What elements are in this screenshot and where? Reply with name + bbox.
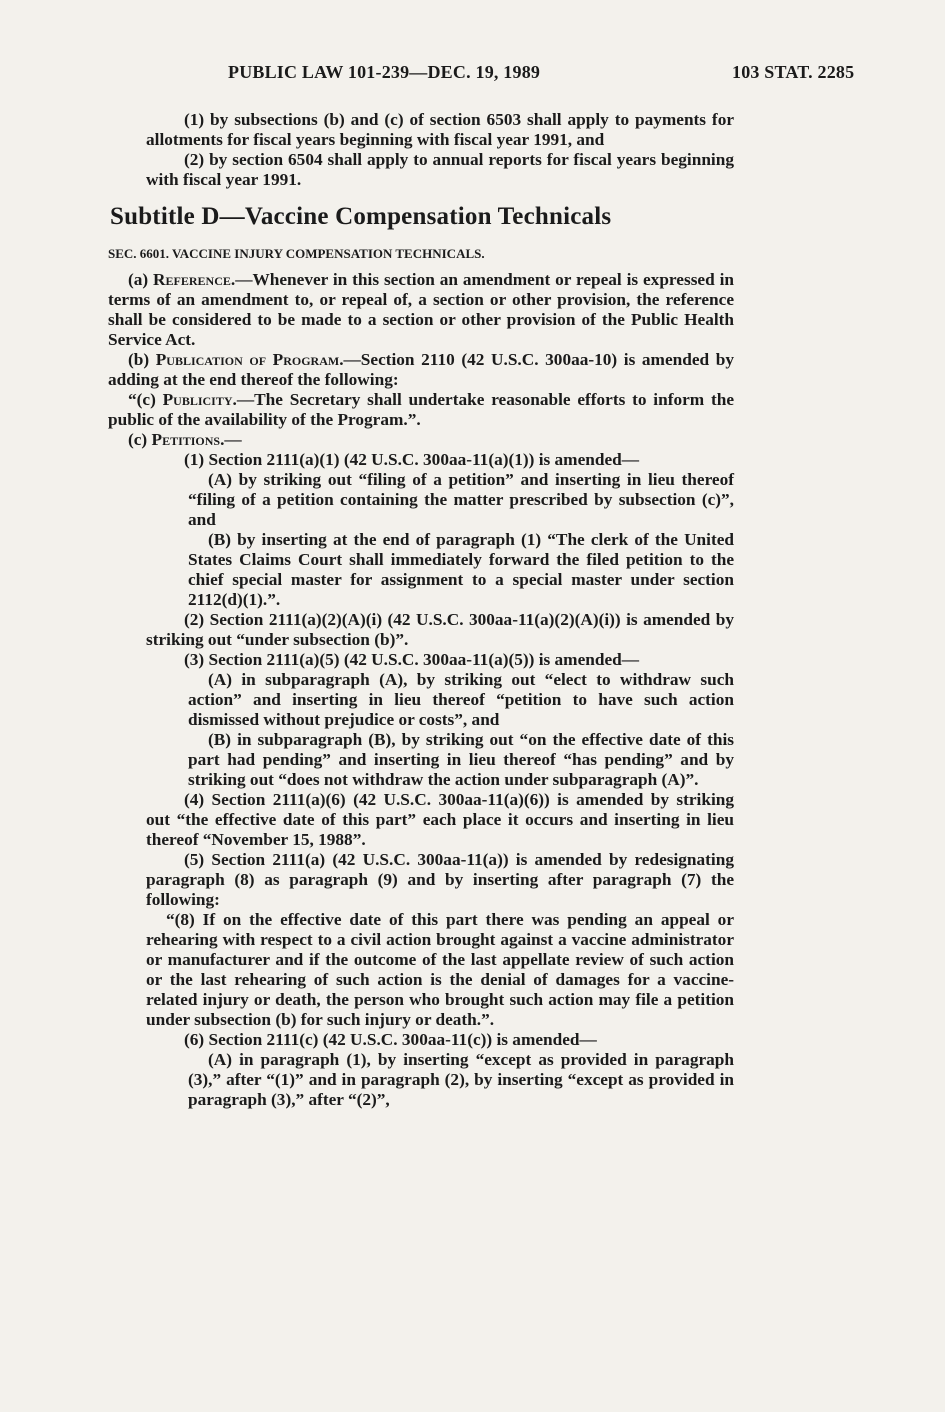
- paragraph-c3-b: (B) in subparagraph (B), by striking out “on the effective date of this part had pending” and inserting in lieu thereof “has pending” and by striking out “does not withdraw the action under subparagraph (A)”.: [188, 730, 734, 789]
- page-header: [0, 62, 945, 88]
- paragraph-c5: (5) Section 2111(a) (42 U.S.C. 300aa-11(a)) is amended by redesignating paragraph (8) as paragraph (9) and by inserting after paragraph (7) the following:: [146, 850, 734, 909]
- subsection-c-label: (c): [128, 430, 152, 449]
- paragraph-c4: (4) Section 2111(a)(6) (42 U.S.C. 300aa-11(a)(6)) is amended by striking out “the effective date of this part” each place it occurs and inserting in lieu thereof “November 15, 1988”.: [146, 790, 734, 849]
- subsection-b-quote: [108, 390, 734, 430]
- subsection-b-quote-heading: Publicity: [162, 390, 233, 409]
- subsection-b: [108, 350, 734, 390]
- subsection-a-heading: Reference: [153, 270, 231, 289]
- intro-paragraph-1: (1) by subsections (b) and (c) of section 6503 shall apply to payments for allotments for fiscal years beginning with fiscal year 1991, and: [146, 110, 734, 149]
- subsection-b-heading: Publication of Program: [155, 350, 340, 369]
- subtitle-heading: Subtitle D—Vaccine Compensation Technicals: [110, 203, 612, 230]
- subsection-c-heading: Petitions: [151, 430, 221, 449]
- paragraph-c3-a: (A) in subparagraph (A), by striking out “elect to withdraw such action” and inserting in lieu thereof “petition to have such action dismissed without prejudice or costs”, and: [188, 670, 734, 729]
- subsection-c: [108, 430, 734, 450]
- subsection-b-quote-label: “(c): [128, 390, 163, 409]
- paragraph-c5-quote: “(8) If on the effective date of this part there was pending an appeal or rehearing with respect to a civil action brought against a vaccine administrator or manufacturer and if the outcome of the last appellate review of such action or the last rehearing of such action is the denial of damages for a vaccine-related injury or death, the person who brought such action may file a petition under subsection (b) for such injury or death.”.: [146, 910, 734, 1029]
- subsection-b-label: (b): [128, 350, 156, 369]
- paragraph-c1: (1) Section 2111(a)(1) (42 U.S.C. 300aa-11(a)(1)) is amended—: [184, 450, 640, 469]
- paragraph-c6: (6) Section 2111(c) (42 U.S.C. 300aa-11(c)) is amended—: [184, 1030, 597, 1049]
- subsection-b-quote-text: .—The Secretary shall undertake reasonable efforts to inform the public of the availability of the Program.”.: [108, 390, 734, 429]
- paragraph-c6-a: (A) in paragraph (1), by inserting “except as provided in paragraph (3),” after “(1)” and in paragraph (2), by inserting “except as provided in paragraph (3),” after “(2)”,: [188, 1050, 734, 1109]
- section-heading: SEC. 6601. VACCINE INJURY COMPENSATION TECHNICALS.: [108, 246, 485, 261]
- paragraph-c1-b: (B) by inserting at the end of paragraph (1) “The clerk of the United States Claims Court shall immediately forward the filed petition to the chief special master for assignment to a special master under section 2112(d)(1).”.: [188, 530, 734, 609]
- paragraph-c3: (3) Section 2111(a)(5) (42 U.S.C. 300aa-11(a)(5)) is amended—: [184, 650, 640, 669]
- header-stat-page: 103 STAT. 2285: [732, 62, 855, 82]
- paragraph-c1-a: (A) by striking out “filing of a petition” and inserting in lieu thereof “filing of a petition containing the matter prescribed by subsection (c)”, and: [188, 470, 734, 529]
- header-title: PUBLIC LAW 101-239—DEC. 19, 1989: [228, 62, 541, 82]
- document-body: [108, 110, 734, 1110]
- paragraph-c2: (2) Section 2111(a)(2)(A)(i) (42 U.S.C. 300aa-11(a)(2)(A)(i)) is amended by striking out “under subsection (b)”.: [146, 610, 734, 649]
- subsection-b-text: .—Section 2110 (42 U.S.C. 300aa-10) is amended by adding at the end thereof the following:: [108, 350, 734, 389]
- subsection-a-text: .—Whenever in this section an amendment or repeal is expressed in terms of an amendment to, or repeal of, a section or other provision, the reference shall be considered to be made to a section or other provision of the Public Health Service Act.: [108, 270, 734, 349]
- subsection-a-label: (a): [128, 270, 154, 289]
- subsection-a: [108, 270, 734, 350]
- intro-paragraph-2: (2) by section 6504 shall apply to annual reports for fiscal years beginning with fiscal year 1991.: [146, 150, 734, 189]
- subsection-c-dash: .—: [220, 430, 242, 449]
